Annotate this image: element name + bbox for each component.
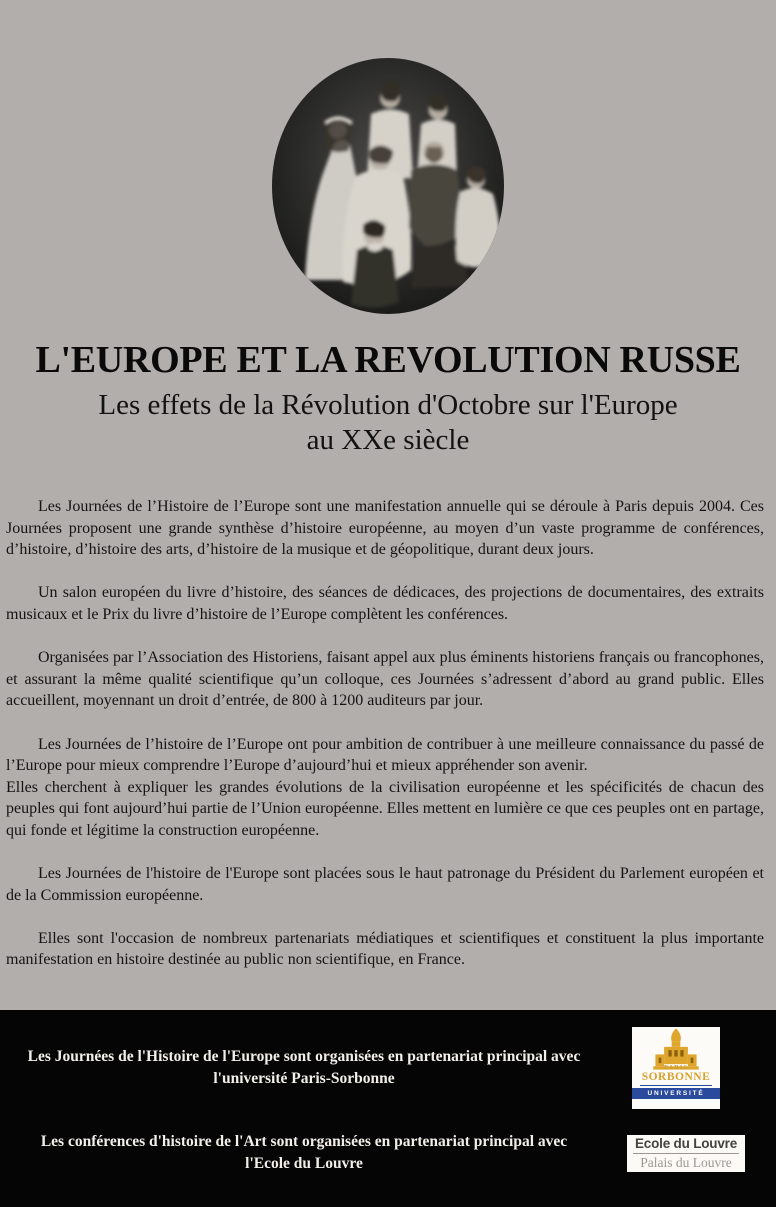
body-paragraph: Les Journées de l’Histoire de l’Europe sont une manifestation annuelle qui se déroule à Paris depuis 2004. Ces Journées proposent une grande synthèse d’histoire européenne, au moyen d’un vaste programme de conférences, d’histoire, d’histoire des arts, d’histoire de la musique et de géopolitique, durant deux jours. — [6, 498, 764, 559]
poster-subtitle-line1: Les effets de la Révolution d'Octobre sur l'Europe — [98, 389, 678, 421]
body-paragraph: Organisées par l’Association des Historiens, faisant appel aux plus éminents historiens français ou francophones, et assurant la même qualité scientifique qu’un colloque, ces Journées s’adressent d’abord au grand public. Elles accueillent, moyennant un droit d’entrée, de 800 à 1200 auditeurs par jour. — [6, 649, 764, 710]
partner-row-louvre — [0, 1134, 776, 1172]
body-paragraph: Les Journées de l’histoire de l’Europe ont pour ambition de contribuer à une meilleure connaissance du passé de l’Europe pour mieux comprendre l’Europe d’aujourd’hui et mieux appréhender son avenir. — [6, 735, 764, 775]
ecole-du-louvre-logo-title: Ecole du Louvre — [634, 1136, 738, 1151]
partner-louvre-line1: Les conférences d'histoire de l'Art sont organisées en partenariat principal avec — [40, 1133, 568, 1150]
partner-text-sorbonne — [0, 1046, 608, 1090]
partner-louvre-line2: l'Ecole du Louvre — [245, 1155, 363, 1172]
romanov-family-photo-graphic — [272, 58, 504, 314]
body-text — [6, 496, 764, 971]
ecole-du-louvre-logo-rule — [633, 1153, 739, 1154]
footer — [0, 1010, 776, 1207]
body-paragraph: Elles sont l'occasion de nombreux partenariats médiatiques et scientifiques et constituent la plus importante manifestation en histoire destinée au public non scientifique, en France. — [6, 929, 764, 969]
partner-sorbonne-line1: Les Journées de l'Histoire de l'Europe sont organisées en partenariat principal avec — [27, 1048, 581, 1065]
body-paragraph: Elles cherchent à expliquer les grandes évolutions de la civilisation européenne et les spécificités de chacun des peuples qui font aujourd’hui partie de l’Union européenne. Elles mettent en lumière ce que ces peuples ont en partage, qui fonde et légitime la construction européenne. — [6, 778, 764, 839]
sorbonne-logo-name: SORBONNE — [640, 1071, 713, 1086]
sorbonne-logo-universite: UNIVERSITÉ — [632, 1088, 720, 1099]
poster-subtitle-line2: au XXe siècle — [306, 424, 470, 456]
body-paragraph: Un salon européen du livre d’histoire, des séances de dédicaces, des projections de documentaires, des extraits musicaux et le Prix du livre d’histoire de l’Europe complètent les conférences. — [6, 584, 764, 623]
ecole-du-louvre-logo-subtitle: Palais du Louvre — [640, 1155, 732, 1170]
ecole-du-louvre-logo — [627, 1135, 745, 1172]
sorbonne-logo-city: PARIS — [663, 1064, 689, 1071]
romanov-family-photo — [272, 58, 504, 314]
partner-text-louvre — [0, 1131, 608, 1175]
partner-sorbonne-line2: l'université Paris-Sorbonne — [213, 1070, 395, 1087]
body-paragraph: Les Journées de l'histoire de l'Europe sont placées sous le haut patronage du Président du Parlement européen et de la Commission européenne. — [6, 865, 764, 904]
partner-row-sorbonne — [0, 1026, 776, 1110]
paris-sorbonne-logo — [632, 1027, 720, 1109]
poster-title: L'EUROPE ET LA REVOLUTION RUSSE — [35, 339, 741, 381]
poster-subtitle — [0, 388, 776, 458]
